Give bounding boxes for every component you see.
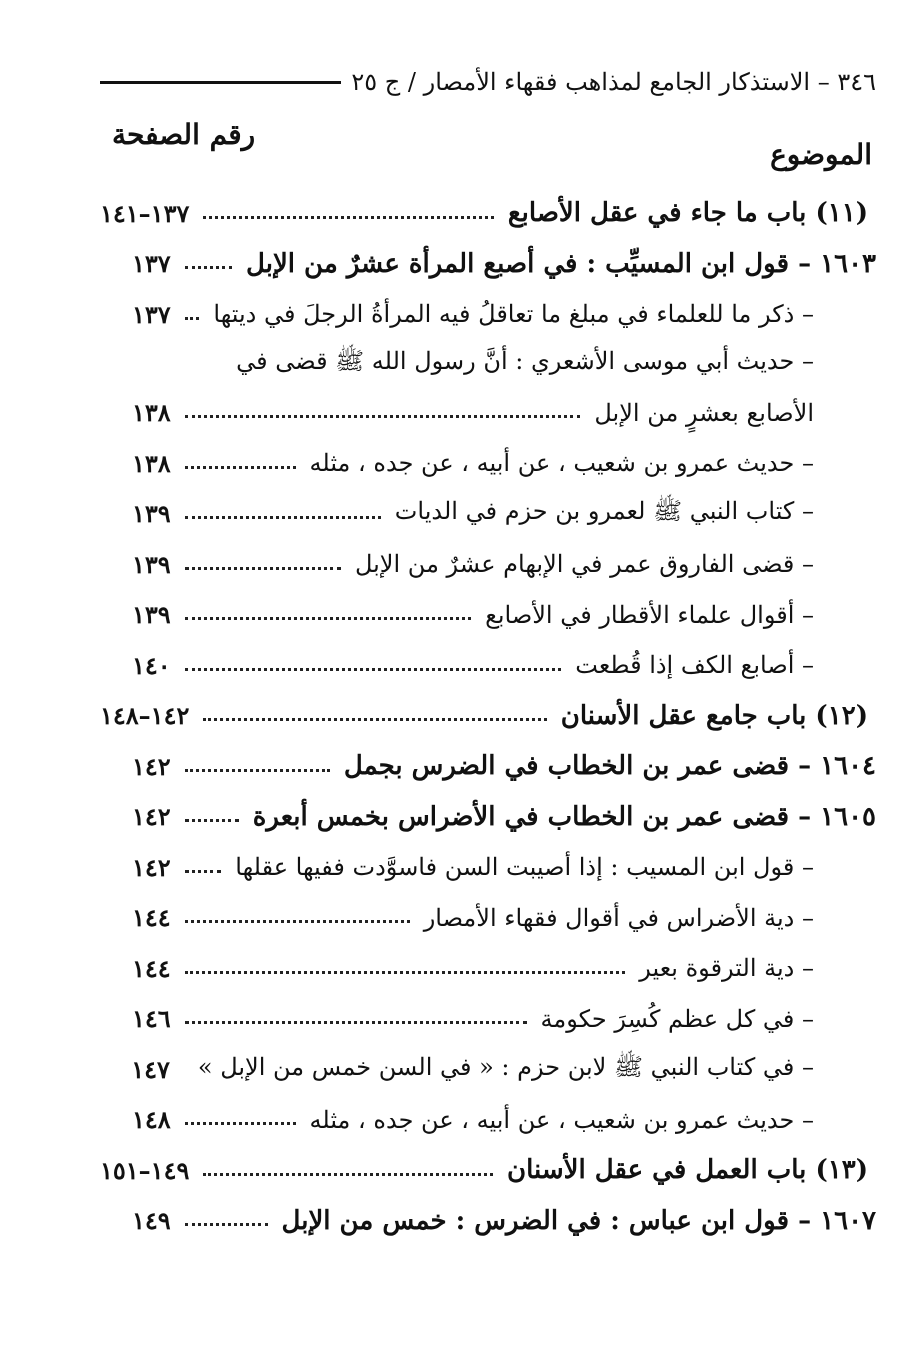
toc-page-number: ١٣٩ <box>132 549 171 579</box>
toc-entry-sub <box>0 640 924 691</box>
toc-page-number: ١٣٧–١٤١ <box>100 198 190 228</box>
dot-leader <box>185 466 296 469</box>
dot-leader <box>203 718 546 721</box>
toc-entry-title: (١٢) باب جامع عقل الأسنان <box>560 700 868 731</box>
dot-leader <box>203 216 494 219</box>
toc-entry-sub <box>0 1095 924 1146</box>
running-title: ٣٤٦ – الاستذكار الجامع لمذاهب فقهاء الأمصار / ج ٢٥ <box>351 68 876 96</box>
toc-entry-title: – حديث عمرو بن شعيب ، عن أبيه ، عن جده ، مثله <box>309 1105 814 1134</box>
toc-page-number: ١٣٨ <box>132 448 171 478</box>
toc-entry-title: ١٦٠٥ – قضى عمر بن الخطاب في الأضراس بخمس أبعرة <box>252 801 876 832</box>
toc-entry-continuation <box>0 388 924 439</box>
toc-entry-sub <box>0 289 924 340</box>
toc-entry-title: – دية الترقوة بعير <box>639 954 814 983</box>
toc-entry-title: – كتاب النبي ﷺ لعمرو بن حزم في الديات <box>394 497 814 526</box>
dot-leader <box>203 1173 493 1176</box>
dot-leader <box>185 1021 527 1024</box>
running-header <box>100 62 876 102</box>
toc-entry-sub <box>0 842 924 893</box>
toc-entry-sub <box>0 489 924 540</box>
toc-page-number: ١٣٩ <box>132 499 171 529</box>
toc-entry-title: (١١) باب ما جاء في عقل الأصابع <box>507 198 868 229</box>
toc-page-number: ١٤٨ <box>132 1105 171 1135</box>
toc-entry-title: – في كتاب النبي ﷺ لابن حزم : « في السن خمس من الإبل » <box>197 1052 814 1081</box>
toc-entry-title: – في كل عظم كُسِرَ حكومة <box>540 1004 814 1033</box>
toc-page-number: ١٤٩–١٥١ <box>100 1155 190 1185</box>
toc-entry-numbered <box>0 792 924 843</box>
toc-entry-sub-wrapped <box>0 340 924 388</box>
toc-entry-numbered <box>0 1196 924 1247</box>
toc-page-number: ١٤٢ <box>132 751 171 781</box>
toc-page-number: ١٣٨ <box>132 398 171 428</box>
dot-leader <box>185 769 330 772</box>
toc-entry-chapter <box>0 691 924 742</box>
toc-entry-title: (١٣) باب العمل في عقل الأسنان <box>506 1155 868 1186</box>
dot-leader <box>185 266 232 269</box>
toc-page-number: ١٤٢–١٤٨ <box>100 701 190 731</box>
toc-entry-chapter <box>0 1145 924 1196</box>
toc-entry-sub <box>0 590 924 641</box>
dot-leader <box>185 1223 268 1226</box>
dot-leader <box>185 415 581 418</box>
toc-entry-title: – حديث أبي موسى الأشعري : أنَّ رسول الله ﷺ قضى في <box>236 347 814 375</box>
toc-entry-title: – أصابع الكف إذا قُطعت <box>575 651 814 680</box>
column-heading-topic: الموضوع <box>770 138 872 171</box>
toc-entry-chapter <box>0 188 924 239</box>
toc-entry-title: – ذكر ما للعلماء في مبلغ ما تعاقلُ فيه المرأةُ الرجلَ في ديتها <box>213 300 814 329</box>
header-rule <box>100 81 341 84</box>
toc-page-number: ١٤٢ <box>132 802 171 832</box>
dot-leader <box>185 819 239 822</box>
toc-entry-title: – حديث عمرو بن شعيب ، عن أبيه ، عن جده ، مثله <box>309 449 814 478</box>
toc-page-number: ١٤٤ <box>132 953 171 983</box>
dot-leader <box>185 317 200 320</box>
toc-page-number: ١٣٧ <box>132 249 171 279</box>
dot-leader <box>185 870 222 873</box>
toc-page-number: ١٣٩ <box>132 600 171 630</box>
toc-page-number: ١٤٦ <box>132 1004 171 1034</box>
toc-entry-sub <box>0 943 924 994</box>
dot-leader <box>185 920 410 923</box>
toc-entry-title: – قضى الفاروق عمر في الإبهام عشرٌ من الإبل <box>354 550 814 579</box>
column-heading-page: رقم الصفحة <box>112 118 256 151</box>
toc-entry-sub <box>0 893 924 944</box>
toc-entry-title: – قول ابن المسيب : إذا أصيبت السن فاسوَّدت ففيها عقلها <box>235 853 814 882</box>
toc-entry-sub <box>0 1044 924 1095</box>
toc-page-number: ١٣٧ <box>132 299 171 329</box>
table-of-contents <box>0 188 924 1246</box>
toc-entry-sub <box>0 438 924 489</box>
toc-entry-title: ١٦٠٤ – قضى عمر بن الخطاب في الضرس بجمل <box>343 751 876 782</box>
toc-entry-title: ١٦٠٣ – قول ابن المسيِّب : في أصبع المرأة عشرٌ من الإبل <box>246 248 876 279</box>
toc-entry-numbered <box>0 239 924 290</box>
toc-entry-numbered <box>0 741 924 792</box>
dot-leader <box>185 617 471 620</box>
toc-page-number: ١٤٤ <box>132 903 171 933</box>
toc-entry-sub <box>0 994 924 1045</box>
toc-page-number: ١٤٠ <box>132 650 171 680</box>
dot-leader <box>185 1122 296 1125</box>
toc-page-number: ١٤٩ <box>132 1206 171 1236</box>
dot-leader <box>185 971 626 974</box>
toc-entry-title-continued: الأصابع بعشرٍ من الإبل <box>594 398 814 427</box>
toc-page-number: ١٤٧ <box>131 1054 170 1084</box>
dot-leader <box>185 516 381 519</box>
toc-entry-title: – دية الأضراس في أقوال فقهاء الأمصار <box>423 903 814 932</box>
dot-leader <box>185 668 562 671</box>
toc-entry-title: – أقوال علماء الأقطار في الأصابع <box>485 600 814 629</box>
toc-entry-sub <box>0 539 924 590</box>
dot-leader <box>185 567 341 570</box>
toc-entry-title: ١٦٠٧ – قول ابن عباس : في الضرس : خمس من الإبل <box>281 1205 876 1236</box>
toc-page-number: ١٤٢ <box>132 852 171 882</box>
